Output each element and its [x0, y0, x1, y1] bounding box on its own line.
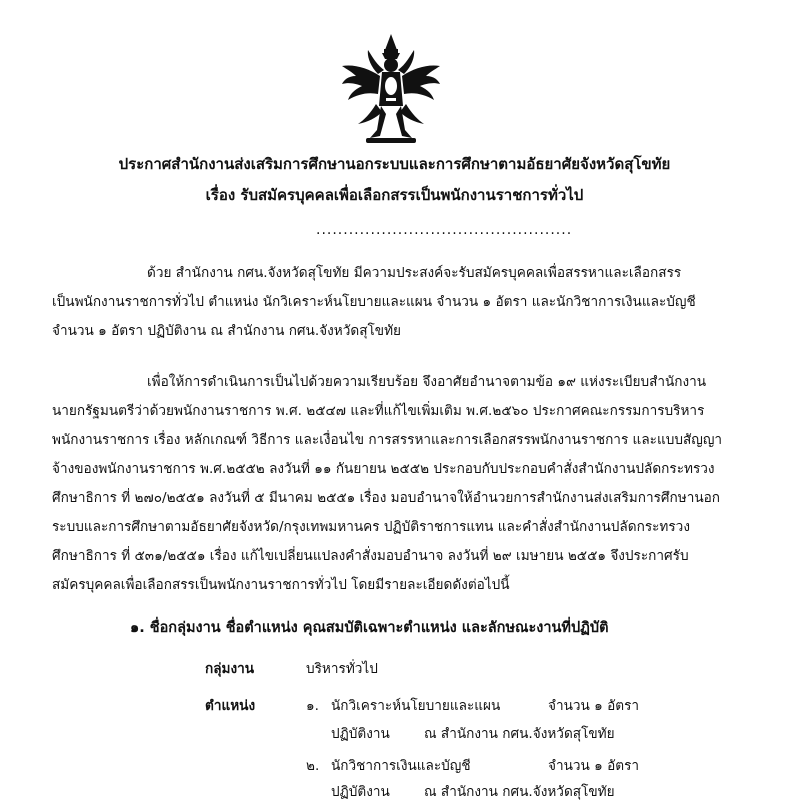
announcement-title: ประกาศสำนักงานส่งเสริมการศึกษานอกระบบและการศึกษาตามอัธยาศัยจังหวัดสุโขทัย	[118, 155, 671, 173]
paragraph-line: ศึกษาธิการ ที่ ๒๗๐/๒๕๕๑ ลงวันที่ ๕ มีนาคม ๒๕๕๑ เรื่อง มอบอำนาจให้อำนวยการสำนักงานส่งเสริมการศึกษานอก	[52, 490, 721, 506]
workplace-value: ณ สำนักงาน กศน.จังหวัดสุโขทัย	[424, 726, 615, 742]
announcement-subject: เรื่อง รับสมัครบุคคลเพื่อเลือกสรรเป็นพนักงานราชการทั่วไป	[205, 186, 584, 204]
garuda-emblem	[340, 34, 442, 146]
paragraph-line: เพื่อให้การดำเนินการเป็นไปด้วยความเรียบร้อย จึงอาศัยอำนาจตามข้อ ๑๙ แห่งระเบียบสำนักงาน	[147, 374, 707, 390]
section-heading: ๑. ชื่อกลุ่มงาน ชื่อตำแหน่ง คุณสมบัติเฉพาะตำแหน่ง และลักษณะงานที่ปฏิบัติ	[130, 620, 609, 636]
position-number: ๑.	[306, 698, 319, 714]
paragraph-line: นายกรัฐมนตรีว่าด้วยพนักงานราชการ พ.ศ. ๒๕๔๗ และที่แก้ไขเพิ่มเติม พ.ศ.๒๕๖๐ ประกาศคณะกรรมการบริหาร	[52, 403, 705, 419]
position-count: จำนวน ๑ อัตรา	[548, 758, 640, 774]
position-label: ตำแหน่ง	[205, 698, 256, 714]
paragraph-line: พนักงานราชการ เรื่อง หลักเกณฑ์ วิธีการ และเงื่อนไข การสรรหาและการเลือกสรรพนักงานราชการ และแบบสัญญา	[52, 432, 723, 448]
paragraph-line: สมัครบุคคลเพื่อเลือกสรรเป็นพนักงานราชการทั่วไป โดยมีรายละเอียดดังต่อไปนี้	[52, 577, 510, 593]
position-count: จำนวน ๑ อัตรา	[548, 698, 640, 714]
position-number: ๒.	[306, 758, 320, 774]
position-name: นักวิชาการเงินและบัญชี	[331, 758, 471, 774]
paragraph-line: ด้วย สำนักงาน กศน.จังหวัดสุโขทัย มีความประสงค์จะรับสมัครบุคคลเพื่อสรรหาและเลือกสรร	[147, 265, 682, 281]
title-divider: ...............................................	[316, 222, 573, 238]
paragraph-line: ระบบและการศึกษาตามอัธยาศัยจังหวัด/กรุงเทพมหานคร ปฏิบัติราชการแทน และคำสั่งสำนักงานปลัดกระทรวง	[52, 519, 690, 535]
paragraph-line: จำนวน ๑ อัตรา ปฏิบัติงาน ณ สำนักงาน กศน.จังหวัดสุโขทัย	[52, 323, 402, 339]
group-value: บริหารทั่วไป	[306, 661, 378, 677]
intro-paragraph	[52, 259, 752, 346]
group-label: กลุ่มงาน	[205, 661, 255, 677]
authority-paragraph	[52, 368, 752, 600]
paragraph-line: จ้างของพนักงานราชการ พ.ศ.๒๕๕๒ ลงวันที่ ๑๑ กันยายน ๒๕๕๒ ประกอบกับประกอบคำสั่งสำนักงานปลัดกระทรวง	[52, 461, 715, 477]
paragraph-line: ศึกษาธิการ ที่ ๕๓๑/๒๕๕๑ เรื่อง แก้ไขเปลี่ยนแปลงคำสั่งมอบอำนาจ ลงวันที่ ๒๙ เมษายน ๒๕๕๑ จึงประกาศรับ	[52, 548, 689, 564]
paragraph-line: เป็นพนักงานราชการทั่วไป ตำแหน่ง นักวิเคราะห์นโยบายและแผน จำนวน ๑ อัตรา และนักวิชาการเงินและบัญชี	[52, 294, 696, 310]
workplace-value: ณ สำนักงาน กศน.จังหวัดสุโขทัย	[424, 784, 615, 800]
position-name: นักวิเคราะห์นโยบายและแผน	[331, 698, 501, 714]
workplace-label: ปฏิบัติงาน	[331, 726, 390, 742]
workplace-label: ปฏิบัติงาน	[331, 784, 390, 800]
